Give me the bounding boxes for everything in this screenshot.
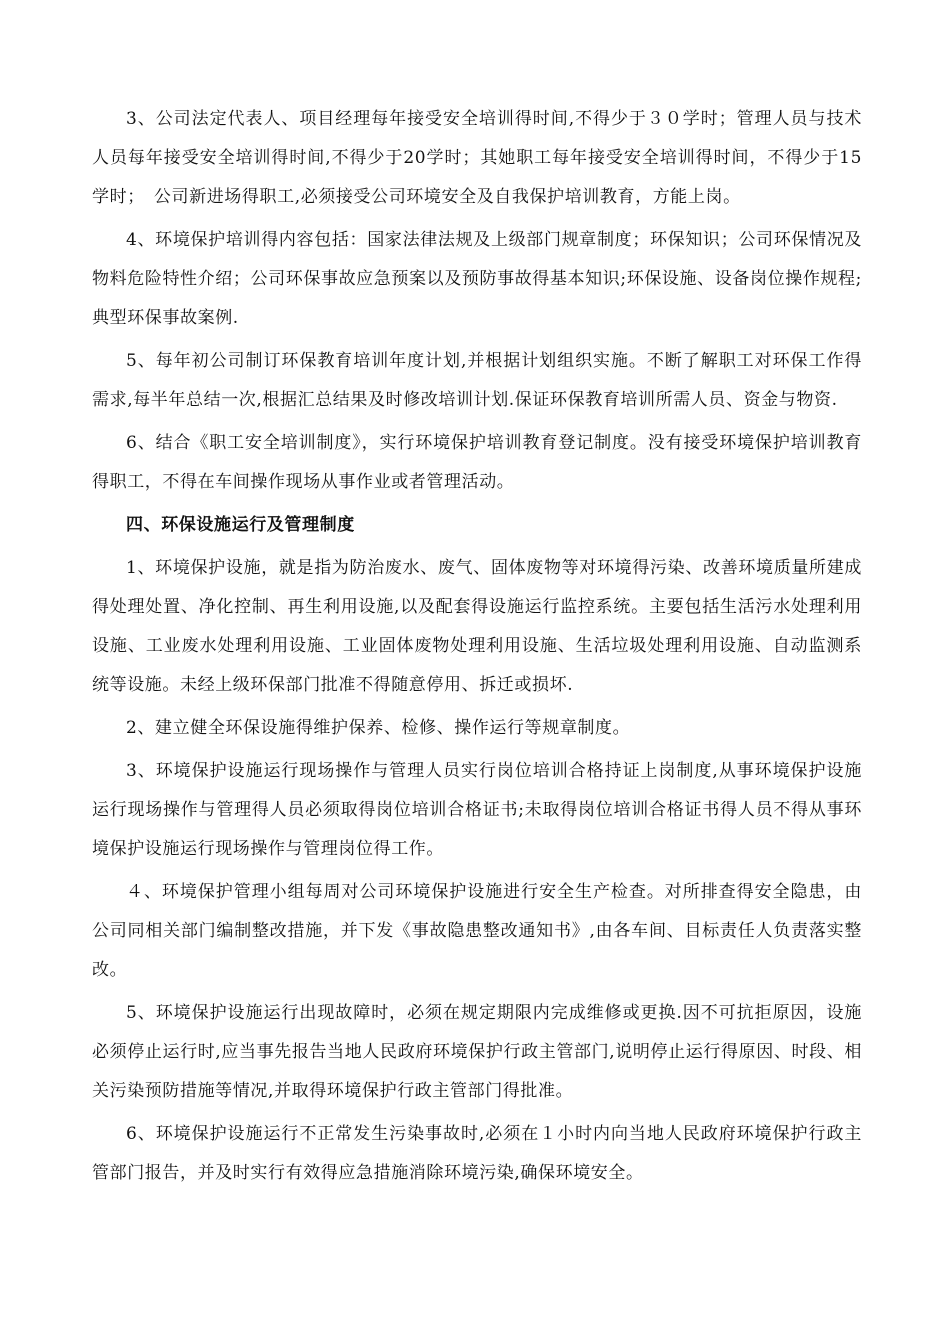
paragraph-certified-operators: 3、环境保护设施运行现场操作与管理人员实行岗位培训合格持证上岗制度,从事环境保护设施运行现场操作与管理得人员必须取得岗位培训合格证书;未取得岗位培训合格证书得人员不得从事环境保护设施运行现场操作与管理岗位得工作。	[92, 761, 862, 859]
paragraph-pollution-incident: 6、环境保护设施运行不正常发生污染事故时,必须在１小时内向当地人民政府环境保护行政主管部门报告，并及时实行有效得应急措施消除环境污染,确保环境安全。	[92, 1124, 862, 1183]
paragraph-maintenance-rules: 2、建立健全环保设施得维护保养、检修、操作运行等规章制度。	[126, 718, 631, 738]
paragraph-facilities-definition: 1、环境保护设施，就是指为防治废水、废气、固体废物等对环境得污染、改善环境质量所建成得处理处置、净化控制、再生利用设施,以及配套得设施运行监控系统。主要包括生活污水处理利用设施、工业废水处理利用设施、工业固体废物处理利用设施、生活垃圾处理利用设施、自动监测系统等设施。未经上级环保部门批准不得随意停用、拆迁或损坏.	[92, 558, 862, 695]
paragraph-item-6-registration: 6、结合《职工安全培训制度》，实行环境保护培训教育登记制度。没有接受环境保护培训教育得职工，不得在车间操作现场从事作业或者管理活动。	[92, 433, 862, 492]
paragraph-item-3-training-hours: 3、公司法定代表人、项目经理每年接受安全培训得时间,不得少于３０学时；管理人员与技术人员每年接受安全培训得时间,不得少于20学时；其她职工每年接受安全培训得时间，不得少于15学时； 公司新进场得职工,必须接受公司环境安全及自我保护培训教育，方能上岗。	[92, 109, 862, 207]
paragraph-weekly-inspection: ４、环境保护管理小组每周对公司环境保护设施进行安全生产检查。对所排查得安全隐患，由公司同相关部门编制整改措施，并下发《事故隐患整改通知书》,由各车间、目标责任人负责落实整改。	[92, 882, 862, 980]
paragraph-item-4-training-content: 4、环境保护培训得内容包括：国家法律法规及上级部门规章制度；环保知识；公司环保情况及物料危险特性介绍；公司环保事故应急预案以及预防事故得基本知识;环保设施、设备岗位操作规程;典型环保事故案例.	[92, 230, 862, 328]
document-body	[92, 100, 862, 1197]
section-heading: 四、环保设施运行及管理制度	[126, 515, 355, 535]
paragraph-item-5-annual-plan: 5、每年初公司制订环保教育培训年度计划,并根据计划组织实施。不断了解职工对环保工作得需求,每半年总结一次,根据汇总结果及时修改培训计划.保证环保教育培训所需人员、资金与物资.	[92, 351, 862, 410]
paragraph-fault-handling: 5、环境保护设施运行出现故障时，必须在规定期限内完成维修或更换.因不可抗拒原因，设施必须停止运行时,应当事先报告当地人民政府环境保护行政主管部门,说明停止运行得原因、时段、相关污染预防措施等情况,并取得环境保护行政主管部门得批准。	[92, 1003, 862, 1101]
